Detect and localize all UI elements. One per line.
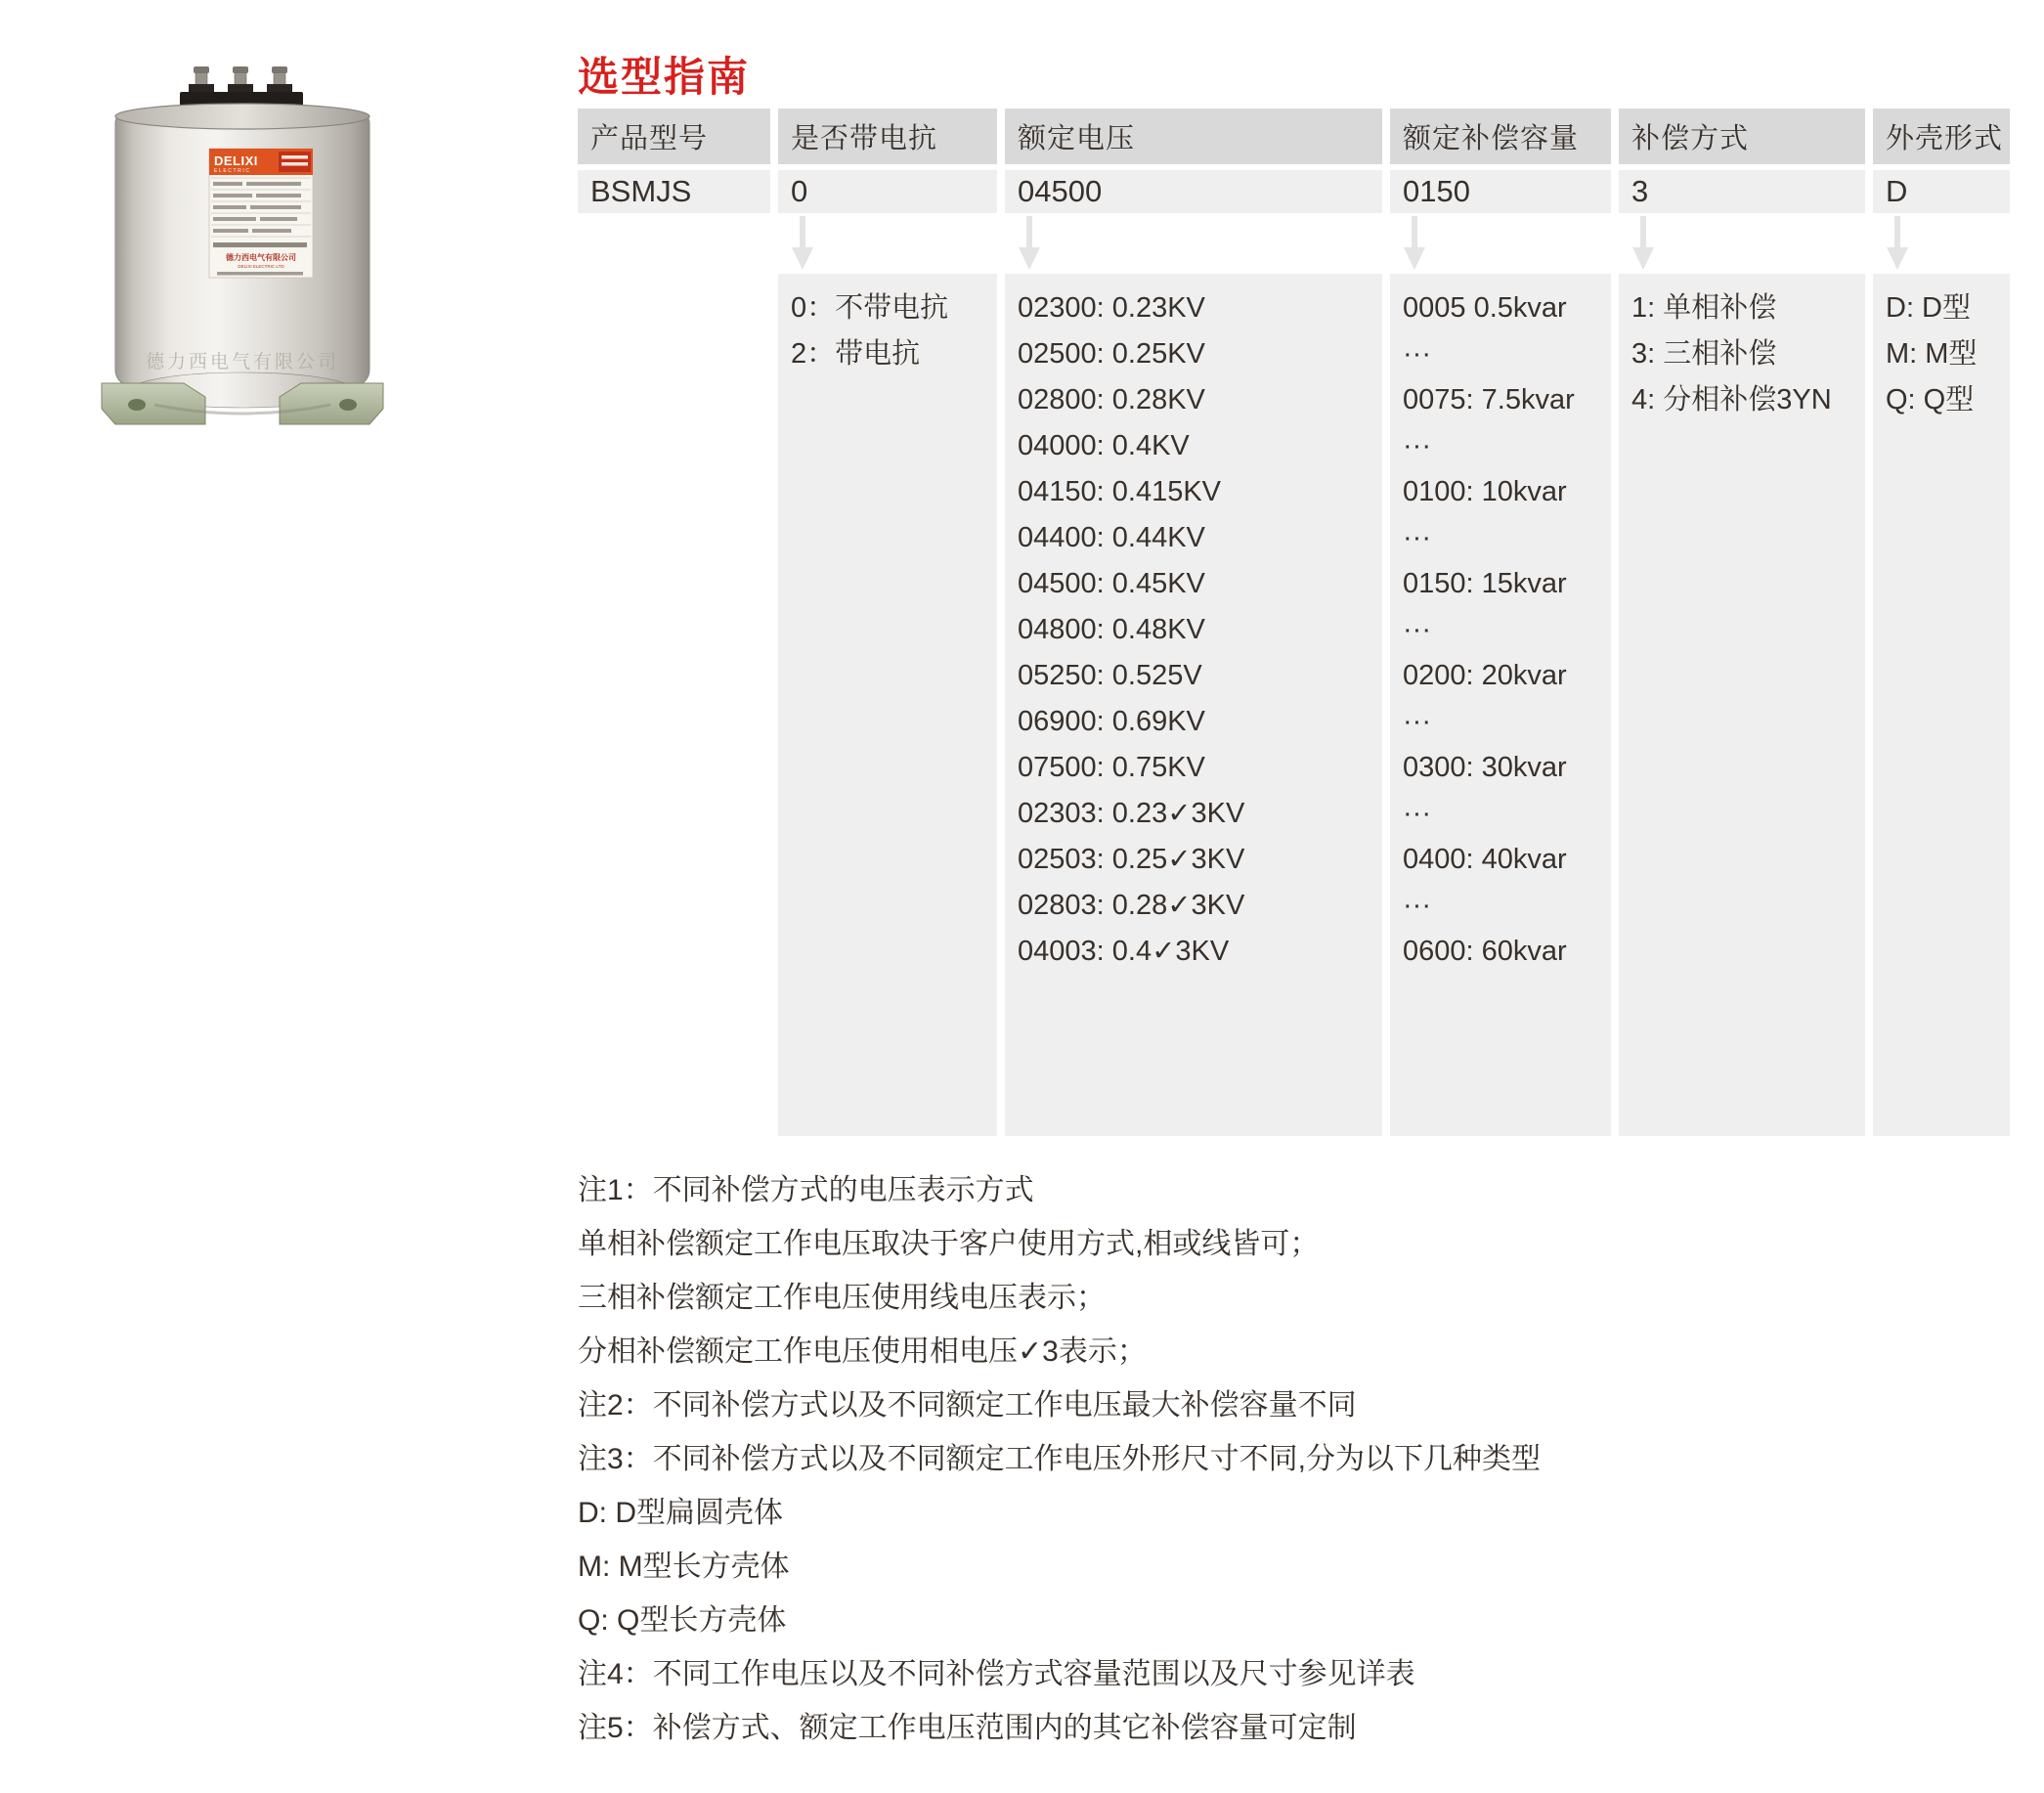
option-item: ··· xyxy=(1403,522,1431,553)
option-item: 02503: 0.25✓3KV xyxy=(1018,844,1245,875)
option-item: ··· xyxy=(1403,338,1431,370)
option-item: 0075: 7.5kvar xyxy=(1403,384,1575,415)
option-item: ··· xyxy=(1403,798,1431,829)
option-item: Q: Q型 xyxy=(1886,384,1975,415)
options-shell xyxy=(1873,274,2010,1136)
option-item: 04800: 0.48KV xyxy=(1018,614,1205,645)
terminal-studs xyxy=(180,66,303,107)
arrow-cell-reactor xyxy=(778,213,997,274)
note-line: 注3：不同补偿方式以及不同额定工作电压外形尺寸不同,分为以下几种类型 xyxy=(578,1443,1542,1475)
option-item: 0100: 10kvar xyxy=(1403,476,1567,507)
brand-sub-text: ELECTRIC xyxy=(214,168,251,174)
down-arrow-icon xyxy=(1632,213,1654,270)
option-item: 04003: 0.4✓3KV xyxy=(1018,936,1230,967)
note-line: 单相补偿额定工作电压取决于客户使用方式,相或线皆可； xyxy=(578,1228,1320,1260)
label-red-box xyxy=(279,152,311,172)
table-arrow-row xyxy=(578,213,2015,274)
options-capacity xyxy=(1390,274,1611,1136)
option-item: ··· xyxy=(1403,430,1431,461)
arrow-cell-shell xyxy=(1873,213,2010,274)
selection-table xyxy=(578,109,2015,1136)
option-item: 04400: 0.44KV xyxy=(1018,522,1205,553)
option-item: 1: 单相补偿 xyxy=(1631,292,1777,324)
code-value-method: 3 xyxy=(1619,170,1865,213)
options-voltage xyxy=(1005,274,1382,1136)
code-value-shell: D xyxy=(1873,170,2010,213)
options-reactor xyxy=(778,274,997,1136)
option-item: ··· xyxy=(1403,706,1431,737)
note-line: M: M型长方壳体 xyxy=(578,1551,790,1583)
option-item: 3: 三相补偿 xyxy=(1631,338,1777,370)
option-item: 0600: 60kvar xyxy=(1403,936,1567,967)
table-value-row xyxy=(578,170,2015,213)
option-item: 02303: 0.23✓3KV xyxy=(1018,798,1245,829)
note-line: Q: Q型长方壳体 xyxy=(578,1604,787,1637)
option-item: 4: 分相补偿3YN xyxy=(1631,384,1832,415)
down-arrow-icon xyxy=(1404,213,1425,270)
page-title: 选型指南 xyxy=(578,54,751,100)
option-item: 02800: 0.28KV xyxy=(1018,384,1205,415)
column-header-model: 产品型号 xyxy=(578,109,770,164)
column-header-shell: 外壳形式 xyxy=(1873,109,2010,164)
table-header-row xyxy=(578,109,2015,164)
column-header-capacity: 额定补偿容量 xyxy=(1390,109,1611,164)
code-value-model: BSMJS xyxy=(578,170,770,213)
note-line: 注4：不同工作电压以及不同补偿方式容量范围以及尺寸参见详表 xyxy=(578,1658,1415,1690)
note-line: 分相补偿额定工作电压使用相电压✓3表示； xyxy=(578,1335,1147,1368)
label-company-cn: 德力西电气有限公司 xyxy=(226,253,296,262)
option-item: 2：带电抗 xyxy=(791,338,921,370)
product-label xyxy=(209,149,313,278)
note-line: 三相补偿额定工作电压使用线电压表示； xyxy=(578,1282,1106,1314)
option-item: 02803: 0.28✓3KV xyxy=(1018,890,1245,921)
option-item: 06900: 0.69KV xyxy=(1018,706,1205,737)
arrow-cell-model xyxy=(578,213,770,274)
column-header-voltage: 额定电压 xyxy=(1005,109,1382,164)
option-item: D: D型 xyxy=(1886,292,1972,324)
options-model xyxy=(578,274,770,1136)
option-item: 02300: 0.23KV xyxy=(1018,292,1205,324)
brand-text: DELIXI xyxy=(214,153,258,168)
option-item: 0200: 20kvar xyxy=(1403,660,1567,691)
note-line: 注2：不同补偿方式以及不同额定工作电压最大补偿容量不同 xyxy=(578,1389,1357,1421)
label-company-en: DELIXI ELECTRIC LTD xyxy=(238,264,284,269)
note-line: 注1：不同补偿方式的电压表示方式 xyxy=(578,1174,1034,1206)
down-arrow-icon xyxy=(1887,213,1908,270)
notes xyxy=(578,1163,1541,1755)
down-arrow-icon xyxy=(1019,213,1040,270)
option-item: 05250: 0.525V xyxy=(1018,660,1202,691)
column-header-method: 补偿方式 xyxy=(1619,109,1865,164)
down-arrow-icon xyxy=(792,213,813,270)
arrow-cell-voltage xyxy=(1005,213,1382,274)
code-value-capacity: 0150 xyxy=(1390,170,1611,213)
arrow-cell-capacity xyxy=(1390,213,1611,274)
option-item: 0300: 30kvar xyxy=(1403,752,1567,783)
option-item: 04000: 0.4KV xyxy=(1018,430,1190,461)
code-value-voltage: 04500 xyxy=(1005,170,1382,213)
option-item: 0：不带电抗 xyxy=(791,292,949,324)
option-item: 0005 0.5kvar xyxy=(1403,292,1567,324)
option-item: 0400: 40kvar xyxy=(1403,844,1567,875)
option-item: M: M型 xyxy=(1886,338,1978,370)
code-value-reactor: 0 xyxy=(778,170,997,213)
option-item: 02500: 0.25KV xyxy=(1018,338,1205,370)
options-method xyxy=(1619,274,1865,1136)
table-options-row xyxy=(578,274,2015,1136)
note-line: 注5：补偿方式、额定工作电压范围内的其它补偿容量可定制 xyxy=(578,1712,1357,1744)
column-header-reactor: 是否带电抗 xyxy=(778,109,997,164)
option-item: 0150: 15kvar xyxy=(1403,568,1567,599)
note-line: D: D型扁圆壳体 xyxy=(578,1497,783,1529)
arrow-cell-method xyxy=(1619,213,1865,274)
option-item: 04150: 0.415KV xyxy=(1018,476,1222,507)
option-item: 04500: 0.45KV xyxy=(1018,568,1205,599)
option-item: ··· xyxy=(1403,890,1431,921)
product-photo xyxy=(86,61,399,448)
option-item: ··· xyxy=(1403,614,1431,645)
option-item: 07500: 0.75KV xyxy=(1018,752,1205,783)
embossed-text: 德力西电气有限公司 xyxy=(145,352,340,372)
